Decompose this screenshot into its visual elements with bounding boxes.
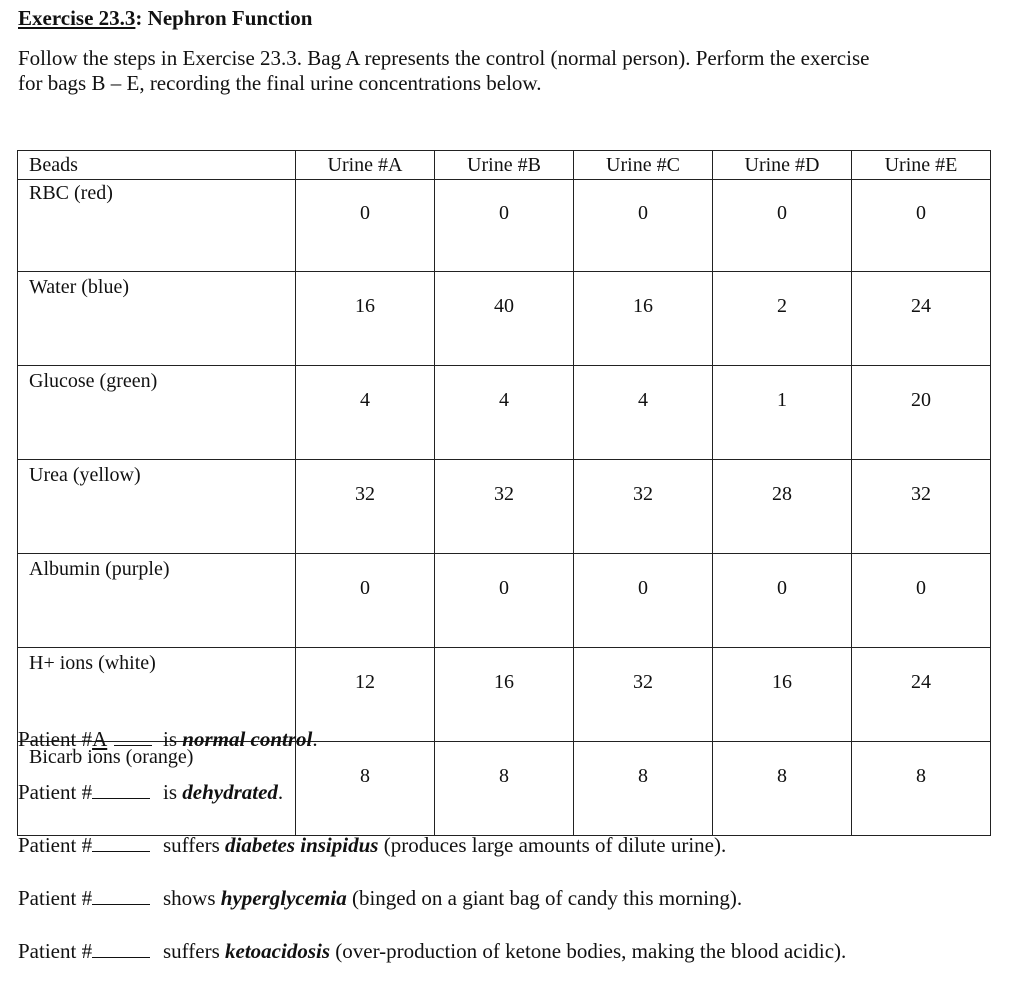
condition-term: ketoacidosis bbox=[225, 939, 331, 963]
bead-label: RBC (red) bbox=[18, 180, 296, 272]
table-cell[interactable]: 0 bbox=[574, 180, 713, 272]
patient-line-ketoacidosis bbox=[18, 939, 847, 964]
table-cell[interactable]: 8 bbox=[713, 742, 852, 836]
table-cell[interactable]: 12 bbox=[296, 648, 435, 742]
patient-desc-post: . bbox=[277, 780, 284, 804]
table-row bbox=[18, 366, 991, 460]
table-cell[interactable]: 4 bbox=[574, 366, 713, 460]
patient-desc-post: (produces large amounts of dilute urine). bbox=[378, 833, 727, 857]
table-cell[interactable]: 40 bbox=[435, 272, 574, 366]
table-cell[interactable]: 0 bbox=[296, 180, 435, 272]
table-cell[interactable]: 32 bbox=[574, 648, 713, 742]
patient-answer-blank[interactable]: A bbox=[92, 727, 108, 751]
table-cell[interactable]: 0 bbox=[713, 554, 852, 648]
table-cell[interactable]: 0 bbox=[713, 180, 852, 272]
table-cell[interactable]: 24 bbox=[852, 272, 991, 366]
patient-answer-blank[interactable] bbox=[92, 939, 150, 958]
patient-line-dehydrated bbox=[18, 780, 284, 805]
table-cell[interactable]: 16 bbox=[713, 648, 852, 742]
answer-underline bbox=[114, 727, 152, 746]
patient-prefix: Patient # bbox=[18, 833, 93, 857]
bead-label: Glucose (green) bbox=[18, 366, 296, 460]
condition-term: normal control bbox=[182, 727, 313, 751]
bead-label: Albumin (purple) bbox=[18, 554, 296, 648]
table-cell[interactable]: 1 bbox=[713, 366, 852, 460]
patient-prefix: Patient # bbox=[18, 886, 93, 910]
table-cell[interactable]: 28 bbox=[713, 460, 852, 554]
instructions-line-2: for bags B – E, recording the final urine concentrations below. bbox=[18, 71, 542, 95]
exercise-title bbox=[18, 6, 312, 31]
patient-prefix: Patient # bbox=[18, 780, 93, 804]
table-cell[interactable]: 0 bbox=[296, 554, 435, 648]
table-cell[interactable]: 32 bbox=[435, 460, 574, 554]
instructions-line-1: Follow the steps in Exercise 23.3. Bag A represents the control (normal person). Perform the exercise bbox=[18, 46, 870, 70]
patient-line-normal-control bbox=[18, 727, 318, 752]
bead-label: H+ ions (white) bbox=[18, 648, 296, 742]
patient-line-hyperglycemia bbox=[18, 886, 743, 911]
table-row bbox=[18, 554, 991, 648]
table-cell[interactable]: 0 bbox=[435, 554, 574, 648]
table-cell[interactable]: 16 bbox=[296, 272, 435, 366]
bead-label: Urea (yellow) bbox=[18, 460, 296, 554]
table-cell[interactable]: 32 bbox=[852, 460, 991, 554]
table-cell[interactable]: 8 bbox=[296, 742, 435, 836]
patient-desc-pre: suffers bbox=[163, 833, 226, 857]
bead-label: Bicarb ions (orange) bbox=[18, 742, 296, 836]
table-row bbox=[18, 460, 991, 554]
patient-line-diabetes-insipidus bbox=[18, 833, 727, 858]
column-header-urine-b: Urine #B bbox=[435, 151, 574, 180]
table-row bbox=[18, 272, 991, 366]
table-cell[interactable]: 32 bbox=[296, 460, 435, 554]
table-cell[interactable]: 0 bbox=[852, 180, 991, 272]
column-header-urine-e: Urine #E bbox=[852, 151, 991, 180]
column-header-urine-c: Urine #C bbox=[574, 151, 713, 180]
table-cell[interactable]: 32 bbox=[574, 460, 713, 554]
patient-desc-pre: suffers bbox=[163, 939, 226, 963]
table-cell[interactable]: 4 bbox=[296, 366, 435, 460]
patient-prefix: Patient # bbox=[18, 939, 93, 963]
condition-term: dehydrated bbox=[182, 780, 278, 804]
patient-answer-blank[interactable] bbox=[92, 833, 150, 852]
exercise-number: Exercise 23.3 bbox=[18, 6, 136, 30]
patient-desc-post: (binged on a giant bag of candy this morning). bbox=[346, 886, 743, 910]
table-cell[interactable]: 16 bbox=[574, 272, 713, 366]
patient-answer-blank[interactable] bbox=[92, 886, 150, 905]
table-cell[interactable]: 8 bbox=[435, 742, 574, 836]
bead-label: Water (blue) bbox=[18, 272, 296, 366]
patient-desc-pre: is bbox=[163, 727, 183, 751]
patient-prefix: Patient # bbox=[18, 727, 93, 751]
column-header-urine-a: Urine #A bbox=[296, 151, 435, 180]
patient-desc-pre: shows bbox=[163, 886, 221, 910]
patient-answer-blank[interactable] bbox=[92, 780, 150, 799]
table-cell[interactable]: 0 bbox=[852, 554, 991, 648]
table-cell[interactable]: 24 bbox=[852, 648, 991, 742]
table-header-row bbox=[18, 151, 991, 180]
column-header-urine-d: Urine #D bbox=[713, 151, 852, 180]
exercise-name: : Nephron Function bbox=[135, 6, 313, 30]
table-cell[interactable]: 16 bbox=[435, 648, 574, 742]
column-header-beads: Beads bbox=[18, 151, 296, 180]
table-cell[interactable]: 4 bbox=[435, 366, 574, 460]
table-cell[interactable]: 2 bbox=[713, 272, 852, 366]
condition-term: diabetes insipidus bbox=[225, 833, 379, 857]
condition-term: hyperglycemia bbox=[220, 886, 347, 910]
patient-desc-post: (over-production of ketone bodies, making the blood acidic). bbox=[330, 939, 847, 963]
table-cell[interactable]: 0 bbox=[574, 554, 713, 648]
table-cell[interactable]: 8 bbox=[852, 742, 991, 836]
table-cell[interactable]: 8 bbox=[574, 742, 713, 836]
patient-desc-pre: is bbox=[163, 780, 183, 804]
table-row bbox=[18, 180, 991, 272]
table-cell[interactable]: 20 bbox=[852, 366, 991, 460]
table-cell[interactable]: 0 bbox=[435, 180, 574, 272]
instructions bbox=[18, 46, 1008, 96]
patient-desc-post: . bbox=[312, 727, 318, 751]
